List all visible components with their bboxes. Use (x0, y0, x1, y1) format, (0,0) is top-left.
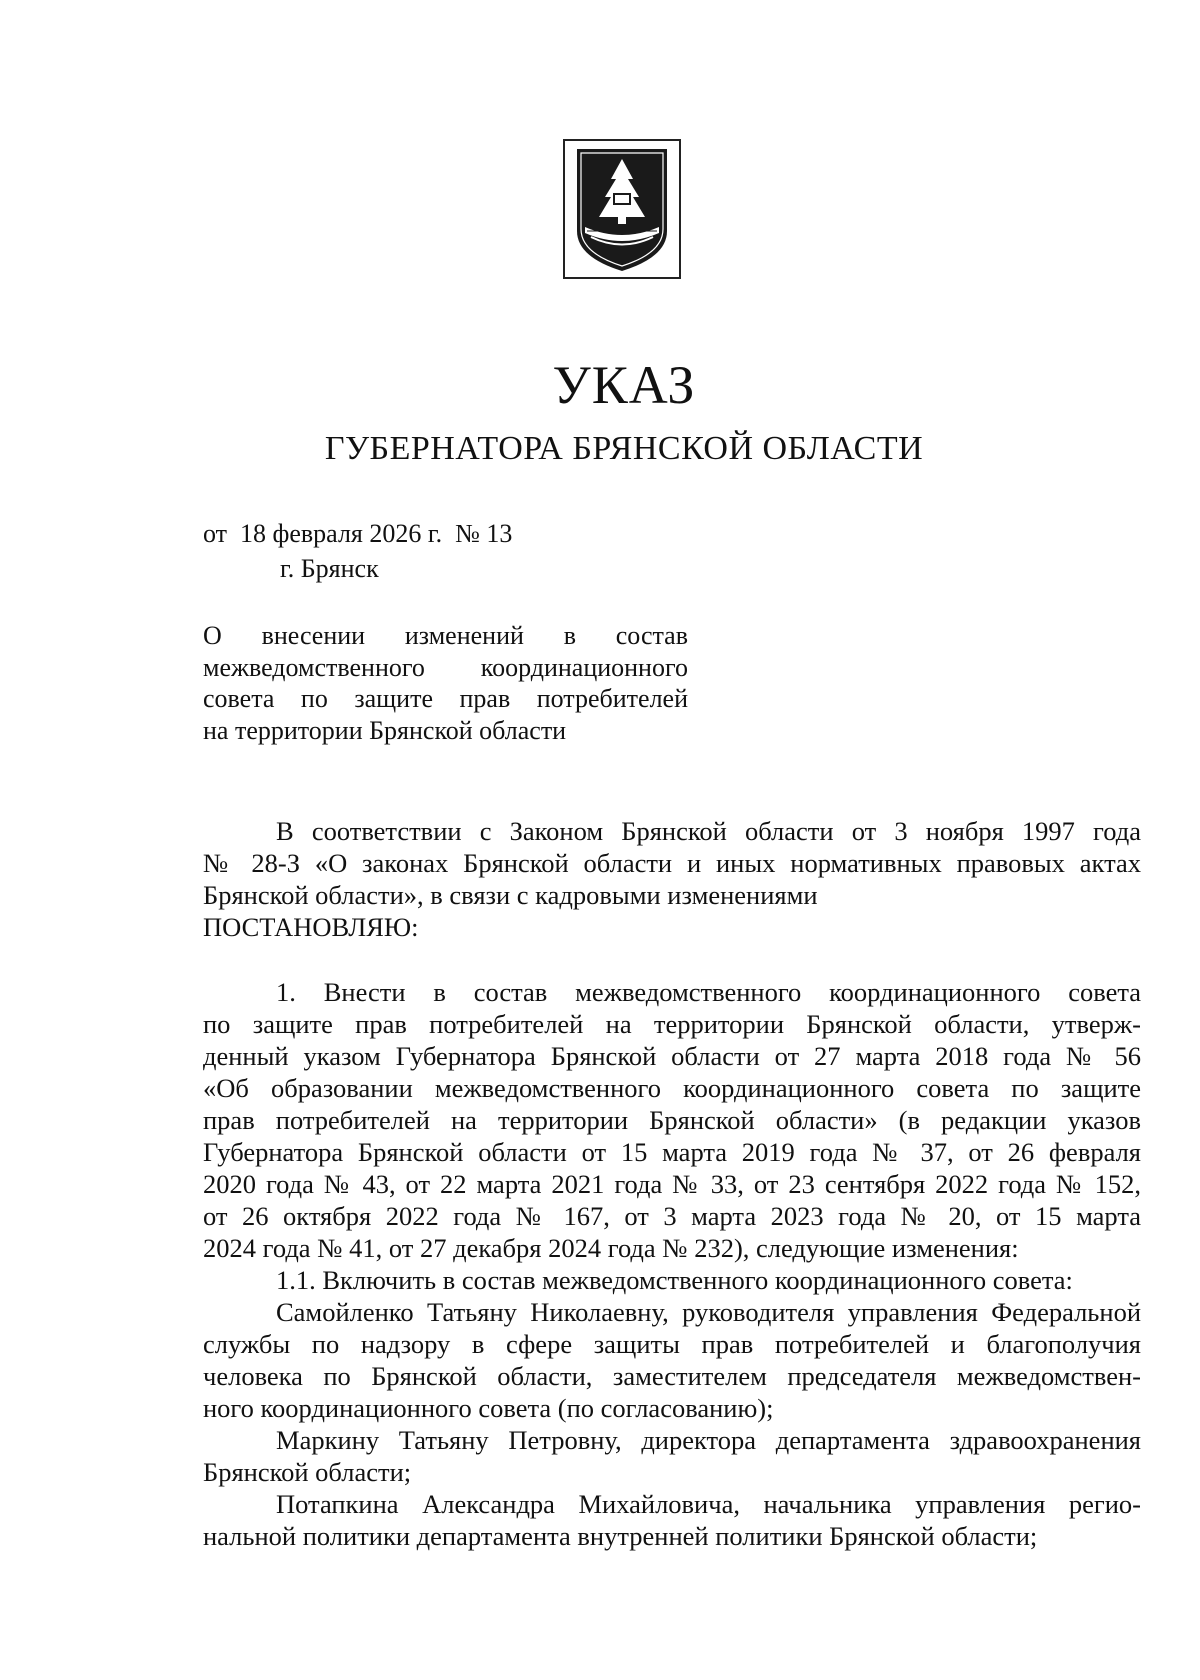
subject-line: О внесении изменений в состав (203, 621, 688, 650)
person-entry (203, 1488, 1141, 1552)
body-line: 2020 года № 43, от 22 марта 2021 года № 33, от 23 сентября 2022 года № 152, (203, 1169, 1141, 1199)
body-line: В соответствии с Законом Брянской области от 3 ноября 1997 года (276, 816, 1141, 846)
document-subtitle: ГУБЕРНАТОРА БРЯНСКОЙ ОБЛАСТИ (324, 430, 924, 467)
decree-subject (203, 620, 688, 746)
subject-line: межведомственного координационного (203, 652, 688, 682)
subject-line: на территории Брянской области (203, 715, 567, 745)
body-line: от 26 октября 2022 года № 167, от 3 марта 2023 года № 20, от 15 марта (203, 1201, 1141, 1231)
body-line: Маркину Татьяну Петровну, директора департамента здравоохранения (276, 1425, 1141, 1455)
body-line: Потапкина Александра Михайловича, начальника управления регио- (276, 1489, 1141, 1519)
person-entry (203, 1424, 1141, 1488)
item-1-1-line: 1.1. Включить в состав межведомственного координационного совета: (276, 1265, 1073, 1295)
person-entry (203, 1296, 1141, 1424)
body-line: № 28-З «О законах Брянской области и иных нормативных правовых актах (203, 848, 1141, 878)
body-line: нальной политики департамента внутренней политики Брянской области; (203, 1521, 1038, 1551)
body-line: 2024 года № 41, от 27 декабря 2024 года № 232), следующие изменения: (203, 1233, 1019, 1263)
item-1-paragraph (203, 976, 1141, 1264)
body-line: человека по Брянской области, заместителем председателя межведомствен- (203, 1361, 1141, 1391)
body-line: Брянской области», в связи с кадровыми изменениями (203, 880, 818, 910)
body-line: службы по надзору в сфере защиты прав потребителей и благополучия (203, 1329, 1141, 1359)
document-title: УКАЗ (552, 355, 696, 415)
date-number-line: от 18 февраля 2026 г. № 13 (203, 519, 513, 548)
coat-of-arms-icon (563, 139, 681, 279)
body-line: Самойленко Татьяну Николаевну, руководителя управления Федеральной (276, 1297, 1141, 1327)
resolution-word: ПОСТАНОВЛЯЮ: (203, 912, 419, 942)
body-line: Брянской области; (203, 1457, 412, 1487)
body-line: «Об образовании межведомственного координационного совета по защите (203, 1073, 1141, 1103)
city-line: г. Брянск (280, 554, 379, 583)
body-line: ного координационного совета (по согласованию); (203, 1393, 774, 1423)
preamble-paragraph (203, 815, 1141, 943)
body-line: 1. Внести в состав межведомственного координационного совета (276, 977, 1141, 1007)
body-line: денный указом Губернатора Брянской области от 27 марта 2018 года № 56 (203, 1041, 1141, 1071)
body-line: по защите прав потребителей на территории Брянской области, утверж- (203, 1009, 1141, 1039)
decree-body (203, 815, 1141, 1552)
body-line: Губернатора Брянской области от 15 марта 2019 года № 37, от 26 февраля (203, 1137, 1141, 1167)
subject-line: совета по защите прав потребителей (203, 684, 688, 713)
body-line: прав потребителей на территории Брянской области» (в редакции указов (203, 1105, 1141, 1135)
